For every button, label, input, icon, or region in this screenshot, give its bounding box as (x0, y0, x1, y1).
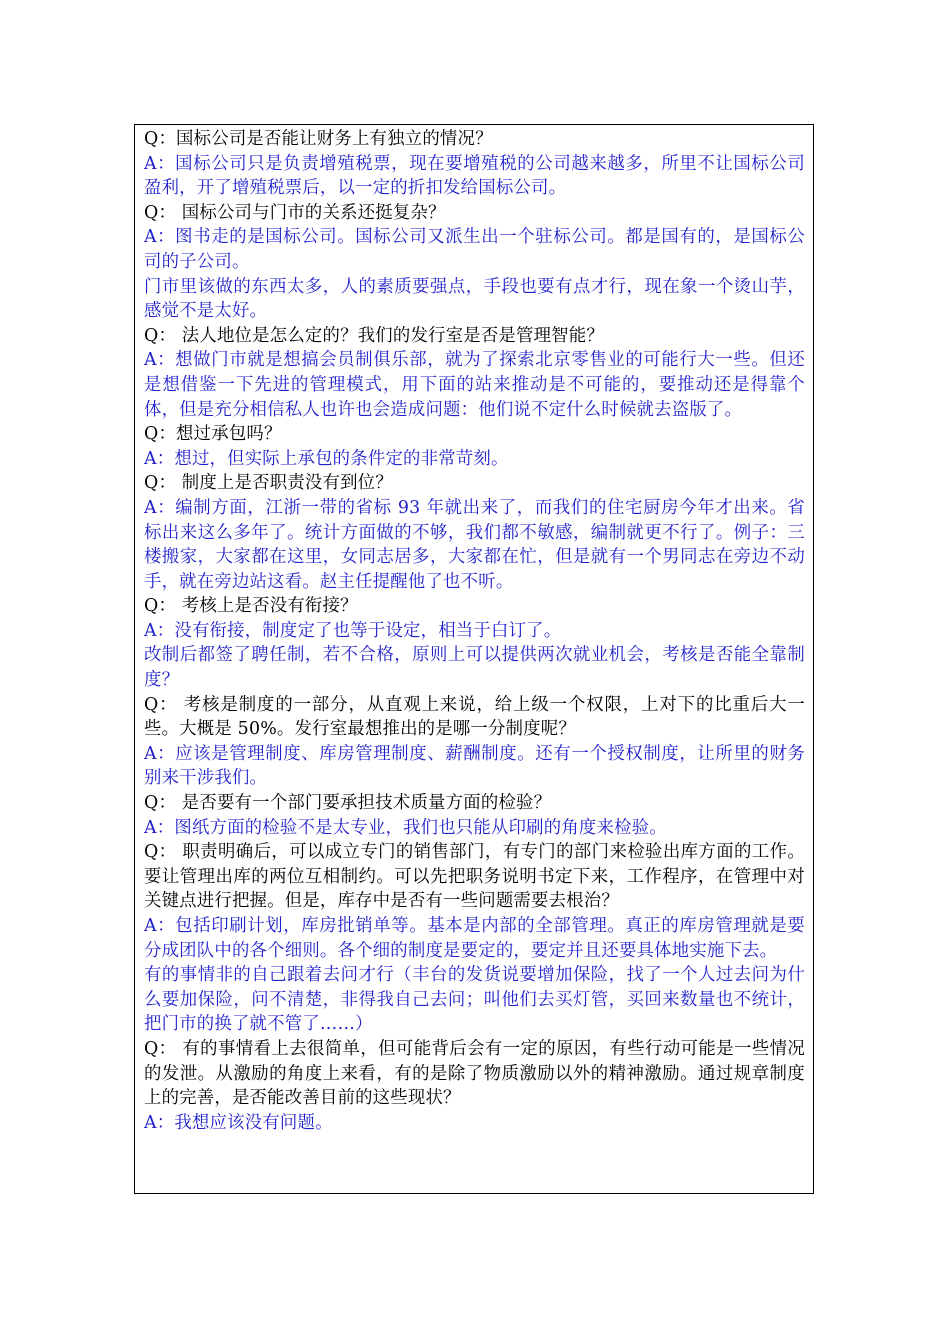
question-paragraph: Q： 法人地位是怎么定的？我们的发行室是否是管理智能？ (144, 325, 604, 346)
question-paragraph: Q：想过承包吗？ (144, 424, 282, 445)
question-paragraph: Q： 职责明确后，可以成立专门的销售部门，有专门的部门来检验出库方面的工作。要让管理出库的两位互相制约。可以先把职务说明书定下来，工作程序，在管理中对关键点进行把握。但是，库存中是否有一些问题需要去根治？ (144, 842, 805, 912)
answer-paragraph: 门市里该做的东西太多，人的素质要强点，手段也要有点才行，现在象一个烫山芋，感觉不是太好。 (144, 276, 805, 322)
answer-paragraph: A：想做门市就是想搞会员制俱乐部，就为了探索北京零售业的可能行大一些。但还是想借鉴一下先进的管理模式，用下面的站来推动是不可能的，要推动还是得靠个体，但是充分相信私人也许也会造成问题：他们说不定什么时候就去盗版了。 (144, 350, 805, 420)
question-paragraph: Q：国标公司是否能让财务上有独立的情况？ (144, 129, 493, 149)
answer-paragraph: A：国标公司只是负责增殖税票，现在要增殖税的公司越来越多，所里不让国标公司盈利，开了增殖税票后，以一定的折扣发给国标公司。 (144, 153, 805, 199)
question-paragraph: Q： 考核上是否没有衔接？ (144, 596, 358, 617)
answer-paragraph: A：想过，但实际上承包的条件定的非常苛刻。 (144, 448, 509, 469)
question-paragraph: Q： 制度上是否职责没有到位？ (144, 473, 393, 494)
answer-paragraph: A：没有衔接，制度定了也等于设定，相当于白订了。 (144, 620, 562, 641)
answer-paragraph: A：图纸方面的检验不是太专业，我们也只能从印刷的角度来检验。 (144, 817, 667, 838)
answer-paragraph: A：图书走的是国标公司。国标公司又派生出一个驻标公司。都是国有的，是国标公司的子公司。 (144, 227, 805, 272)
question-paragraph: Q： 国标公司与门市的关系还挺复杂？ (144, 202, 446, 223)
answer-paragraph: 改制后都签了聘任制，若不合格，原则上可以提供两次就业机会，考核是否能全靠制度？ (144, 645, 805, 691)
question-paragraph: Q： 是否要有一个部门要承担技术质量方面的检验？ (144, 793, 552, 814)
answer-paragraph: A：包括印刷计划，库房批销单等。基本是内部的全部管理。真正的库房管理就是要分成团队中的各个细则。各个细的制度是要定的，要定并且还要具体地实施下去。 (144, 916, 805, 961)
question-paragraph: Q： 考核是制度的一部分，从直观上来说，给上级一个权限，上对下的比重后大一些。大概是 50%。发行室最想推出的是哪一分制度呢？ (144, 694, 805, 740)
answer-paragraph: A：我想应该没有问题。 (144, 1112, 333, 1133)
answer-paragraph: 有的事情非的自己跟着去问才行（丰台的发货说要增加保险，找了一个人过去问为什么要加保险，问不清楚，非得我自己去问；叫他们去买灯管，买回来数量也不统计，把门市的换了就不管了……） (144, 965, 805, 1035)
question-paragraph: Q： 有的事情看上去很简单，但可能背后会有一定的原因，有些行动可能是一些情况的发泄。从激励的角度上来看，有的是除了物质激励以外的精神激励。通过规章制度上的完善，是否能改善目前的这些现状？ (144, 1038, 805, 1109)
answer-paragraph: A：应该是管理制度、库房管理制度、薪酬制度。还有一个授权制度，让所里的财务别来干涉我们。 (144, 743, 805, 789)
interview-table-cell (134, 124, 814, 1194)
answer-paragraph: A：编制方面，江浙一带的省标 93 年就出来了，而我们的住宅厨房今年才出来。省标出来这么多年了。统计方面做的不够，我们都不敏感，编制就更不行了。例子：三楼搬家，大家都在这里，女同志居多，大家都在忙，但是就有一个男同志在旁边不动手，就在旁边站这看。赵主任提醒他了也不听。 (144, 497, 805, 592)
